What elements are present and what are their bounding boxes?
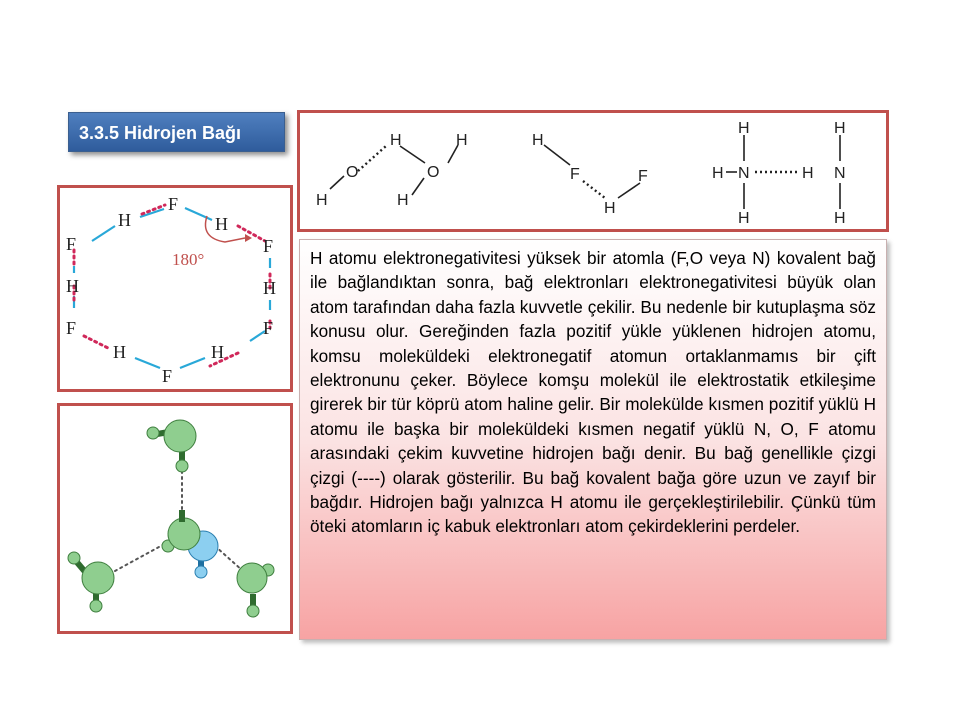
covalent-bond bbox=[618, 183, 640, 198]
hf-ring-diagram bbox=[57, 185, 293, 392]
atom-label: H bbox=[263, 278, 276, 298]
covalent-bond bbox=[92, 226, 115, 241]
oxygen-atom bbox=[82, 562, 114, 594]
hydrogen-bond bbox=[84, 336, 108, 348]
covalent-bond bbox=[135, 358, 160, 368]
covalent-bond bbox=[330, 176, 344, 189]
covalent-bond bbox=[544, 145, 570, 165]
hydrogen-atom bbox=[195, 566, 207, 578]
covalent-bond bbox=[180, 358, 205, 368]
atom-label: O bbox=[427, 164, 440, 181]
atom-label: F bbox=[66, 234, 77, 254]
hydrogen-bond bbox=[583, 181, 605, 198]
hydrogen-atom bbox=[247, 605, 259, 617]
covalent-bond bbox=[185, 208, 212, 220]
oxygen-atom bbox=[164, 420, 196, 452]
atom-label: H bbox=[738, 210, 750, 227]
atom-label: H bbox=[738, 120, 750, 137]
atom-label: H bbox=[66, 276, 79, 296]
atom-label: F bbox=[263, 318, 274, 338]
atom-label: F bbox=[162, 366, 173, 386]
atom-label: H bbox=[390, 132, 402, 149]
atom-label: H bbox=[215, 214, 228, 234]
atom-label: H bbox=[712, 165, 724, 182]
hydrogen-atom bbox=[90, 600, 102, 612]
angle-label: 180° bbox=[172, 250, 205, 269]
atom-label: H bbox=[397, 192, 409, 209]
atom-label: H bbox=[456, 132, 468, 149]
atom-label: O bbox=[346, 164, 359, 181]
oxygen-atom bbox=[237, 563, 267, 593]
atom-label: H bbox=[834, 210, 846, 227]
hydrogen-bond bbox=[215, 546, 243, 571]
section-title: 3.3.5 Hidrojen Bağı bbox=[68, 112, 285, 152]
arrow-head-icon bbox=[245, 234, 252, 242]
explanation-box bbox=[299, 239, 887, 640]
hydrogen-atom bbox=[68, 552, 80, 564]
atom-label: H bbox=[802, 165, 814, 182]
atom-label: F bbox=[570, 166, 580, 183]
atom-label: H bbox=[604, 200, 616, 217]
atom-label: H bbox=[118, 210, 131, 230]
hydrogen-bond bbox=[358, 146, 386, 171]
atom-label: H bbox=[834, 120, 846, 137]
hydrogen-atom bbox=[176, 460, 188, 472]
atom-label: F bbox=[66, 318, 77, 338]
water-cluster-diagram bbox=[57, 403, 293, 634]
atom-label: N bbox=[738, 165, 750, 182]
covalent-bond bbox=[400, 146, 425, 163]
hbond-formulas-diagram bbox=[297, 110, 889, 232]
atom-label: F bbox=[263, 236, 274, 256]
hydrogen-atom bbox=[147, 427, 159, 439]
oxygen-atom bbox=[168, 518, 200, 550]
atom-label: H bbox=[211, 342, 224, 362]
atom-label: N bbox=[834, 165, 846, 182]
covalent-bond bbox=[412, 178, 424, 195]
atom-label: H bbox=[532, 132, 544, 149]
explanation-text: H atomu elektronegativitesi yüksek bir atomla (F,O veya N) kovalent bağ ile bağlandıktan sonra, bağ elektronları elektronegativitesi büyük olan atom tarafından daha fazla kuvvetle çekilir. Bu nedenle bir kutuplaşma söz konusu olur. Gereğinden fazla pozitif yükle yüklenen hidrojen atomu, komsu moleküldeki elektronegatif atomun ortaklanmamıs bir çift elektronunu çeker. Böylece komşu molekül ile elektrostatik etkileşime girerek bir tür köprü atom haline gelir. Bir molekülde kısmen pozitif yüklü H atomu ile başka bir moleküldeki kısmen negatif yüklü N, O, F atomu arasındaki çekim kuvvetine hidrojen bağı denir. Bu bağ genellikle çizgi çizgi (----) olarak gösterilir. Bu bağ kovalent bağa göre uzun ve zayıf bir bağdır. Hidrojen bağı yalnızca H atomu ile gerçekleştirilebilir. Çünkü tüm öteki atomların iç kabuk elektronları atom çekirdeklerini perdeler. bbox=[310, 248, 876, 537]
atom-label: F bbox=[168, 194, 179, 214]
atom-label: F bbox=[638, 168, 648, 185]
atom-label: H bbox=[316, 192, 328, 209]
bond-stick bbox=[179, 510, 185, 522]
atom-label: H bbox=[113, 342, 126, 362]
